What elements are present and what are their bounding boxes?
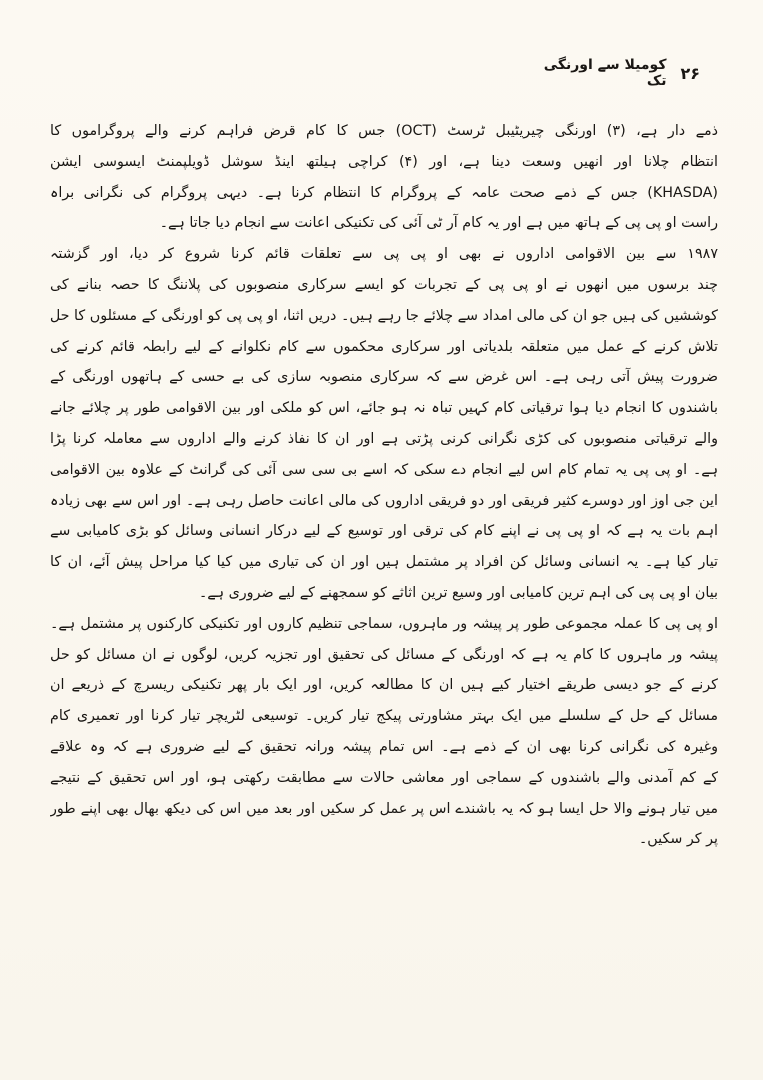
text-line: کوششیں کی ہیں جو ان کی مالی امداد سے چلائے جا رہے ہیں۔ دریں اثنا، او پی پی کو اورنگی کے مسئلوں کا حل: [50, 307, 718, 324]
text-line: ۱۹۸۷ سے بین الاقوامی اداروں نے بھی او پی پی سے تعلقات قائم کرنا شروع کر دیا، اور گزشتہ: [50, 246, 718, 263]
text-line: اہم بات یہ ہے کہ او پی پی نے اپنے کام کی ترقی اور توسیع کے لیے درکار انسانی وسائل کو بڑی کامیابی سے: [50, 523, 718, 540]
body-text: [50, 116, 718, 855]
text-line: وغیرہ کی نگرانی کرنا بھی ان کے ذمے ہے۔ اس تمام پیشہ ورانہ تحقیق کے لیے ضروری ہے کہ وہ علاقے: [50, 738, 718, 755]
text-line: او پی پی کا عملہ مجموعی طور پر پیشہ ور ماہروں، سماجی تنظیم کاروں اور تکنیکی کارکنوں پر مشتمل ہے۔: [50, 615, 718, 632]
text-line: مسائل کے حل کے سلسلے میں ایک بہتر مشاورتی پیکج تیار کریں۔ توسیعی لٹریچر تیار کرنا اور تعمیری کام: [50, 708, 718, 725]
running-title: کومیلا سے اورنگی تک: [543, 57, 667, 89]
text-line: میں تیار ہونے والا حل ایسا ہو کہ یہ باشندے اس پر عمل کر سکیں اور بعد میں اس کی دیکھ بھال بھی اپنے طور: [50, 800, 718, 817]
page-number: ۲۶: [680, 63, 700, 83]
text-line: تلاش کرنے کے عمل میں متعلقہ بلدیاتی اور سرکاری محکموں سے کام نکلوانے کے لیے رابطہ قائم کرنے کی: [50, 338, 718, 355]
text-line: کرنے کے جو دیسی طریقے اختیار کیے ہیں ان کا مطالعہ کریں، اور ایک بار پھر تکنیکی ریسرچ کے ذریعے ان: [50, 677, 718, 694]
text-line: پیشہ ور ماہروں کا کام یہ ہے کہ اورنگی کے مسائل کی تحقیق اور تجزیہ کریں، لوگوں نے ان مسائل کو حل: [50, 646, 718, 663]
text-line: ضرورت پیش آتی رہی ہے۔ اس غرض سے کہ سرکاری منصوبہ سازی کی بے حسی کے ہاتھوں اورنگی کے: [50, 369, 718, 386]
text-line: راست او پی پی کے ہاتھ میں ہے اور یہ کام آر ٹی آئی کی تکنیکی اعانت سے انجام دیا جاتا ہے۔: [159, 215, 718, 232]
text-line: ذمے دار ہے، (۳) اورنگی چیریٹیبل ٹرسٹ (OCT) جس کا کام قرض فراہم کرنے والے پروگراموں کا: [50, 123, 718, 139]
text-line: تیار کیا ہے۔ یہ انسانی وسائل کن افراد پر مشتمل ہیں اور ان کی تیاری میں کیا کیا مراحل پیش آئے، ان کا: [50, 554, 718, 571]
text-line: ہے۔ او پی پی یہ تمام کام اس لیے انجام دے سکی کہ اسے بی سی سی آئی کی گرانٹ کے علاوہ بین الاقوامی: [50, 461, 718, 478]
text-line: پر کر سکیں۔: [638, 831, 718, 848]
text-line: باشندوں کا انجام دیا ہوا ترقیاتی کام کہیں تباہ نہ ہو جائے، اس کو ملکی اور بین الاقوامی طور پر چلائے جانے: [50, 400, 718, 417]
text-line: والے ترقیاتی منصوبوں کی کڑی نگرانی کرنی پڑتی ہے اور ان کا نفاذ کرنے والے اداروں سے معاملہ کرنا پڑا: [50, 430, 718, 447]
text-line: این جی اوز اور دوسرے کثیر فریقی اور دو فریقی اداروں کی مالی اعانت حاصل رہی ہے۔ اور اس سے بھی زیادہ: [50, 492, 718, 509]
text-line: بیان او پی پی کی اہم ترین کامیابی اور وسیع ترین اثاثے کو سمجھنے کے لیے ضروری ہے۔: [198, 584, 718, 601]
text-line: کے کم آمدنی والے باشندوں کے سماجی اور معاشی حالات سے مطابقت رکھتی ہو، اور اس تحقیق کے نتیجے: [50, 769, 718, 786]
text-line: انتظام چلانا اور انھیں وسعت دینا ہے، اور (۴) کراچی ہیلتھ اینڈ سوشل ڈویلپمنٹ ایسوسی ایشن: [50, 153, 718, 170]
page-header: [520, 58, 700, 88]
text-line: چند برسوں میں انھوں نے او پی پی کے تجربات کو ایسے سرکاری منصوبوں کی پلاننگ کا حصہ بنانے کی: [50, 276, 718, 293]
text-line: (KHASDA) جس کے ذمے صحت عامہ کے پروگرام کا انتظام کرنا ہے۔ دیہی پروگرام کی نگرانی براہ: [50, 184, 718, 201]
